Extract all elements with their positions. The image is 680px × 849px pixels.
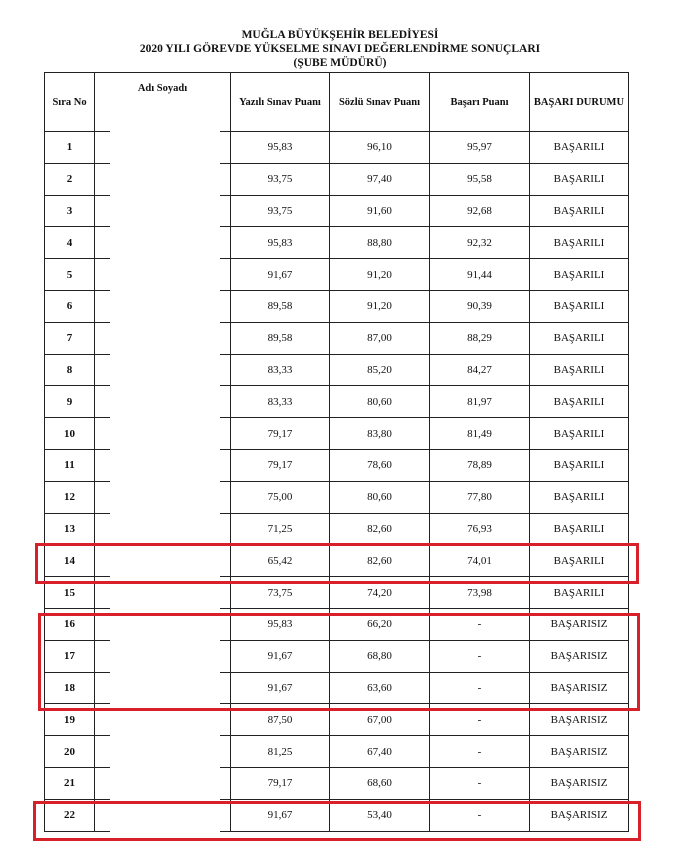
cell-oral: 68,60 [330, 767, 430, 799]
cell-score: 74,01 [430, 545, 530, 577]
cell-written: 91,67 [231, 672, 330, 704]
cell-sira: 16 [45, 608, 95, 640]
cell-oral: 91,60 [330, 195, 430, 227]
header-basari-puani: Başarı Puanı [430, 73, 530, 132]
cell-oral: 80,60 [330, 481, 430, 513]
cell-oral: 82,60 [330, 513, 430, 545]
cell-written: 93,75 [231, 163, 330, 195]
cell-score: 88,29 [430, 322, 530, 354]
cell-written: 79,17 [231, 449, 330, 481]
cell-oral: 53,40 [330, 799, 430, 831]
cell-sira: 17 [45, 640, 95, 672]
cell-score: 92,68 [430, 195, 530, 227]
cell-sira: 2 [45, 163, 95, 195]
cell-status: BAŞARILI [530, 195, 629, 227]
cell-sira: 13 [45, 513, 95, 545]
cell-status: BAŞARILI [530, 481, 629, 513]
cell-sira: 6 [45, 290, 95, 322]
cell-written: 91,67 [231, 640, 330, 672]
cell-status: BAŞARILI [530, 449, 629, 481]
cell-score: 91,44 [430, 259, 530, 291]
cell-score: - [430, 704, 530, 736]
cell-oral: 78,60 [330, 449, 430, 481]
cell-status: BAŞARILI [530, 513, 629, 545]
cell-oral: 83,80 [330, 418, 430, 450]
cell-sira: 18 [45, 672, 95, 704]
cell-score: 81,49 [430, 418, 530, 450]
cell-status: BAŞARILI [530, 132, 629, 164]
cell-oral: 96,10 [330, 132, 430, 164]
cell-score: 76,93 [430, 513, 530, 545]
cell-written: 71,25 [231, 513, 330, 545]
cell-sira: 1 [45, 132, 95, 164]
cell-status: BAŞARILI [530, 577, 629, 609]
cell-written: 91,67 [231, 799, 330, 831]
cell-status: BAŞARILI [530, 259, 629, 291]
cell-oral: 74,20 [330, 577, 430, 609]
cell-sira: 14 [45, 545, 95, 577]
cell-sira: 4 [45, 227, 95, 259]
cell-sira: 22 [45, 799, 95, 831]
highlight-box-row-22 [33, 801, 641, 841]
cell-status: BAŞARISIZ [530, 672, 629, 704]
header-yazili-puan: Yazılı Sınav Puanı [231, 73, 330, 132]
cell-score: 92,32 [430, 227, 530, 259]
cell-oral: 67,40 [330, 736, 430, 768]
cell-sira: 8 [45, 354, 95, 386]
cell-written: 95,83 [231, 608, 330, 640]
cell-status: BAŞARISIZ [530, 736, 629, 768]
cell-status: BAŞARILI [530, 386, 629, 418]
cell-written: 79,17 [231, 767, 330, 799]
cell-score: 73,98 [430, 577, 530, 609]
cell-written: 95,83 [231, 227, 330, 259]
cell-written: 89,58 [231, 290, 330, 322]
cell-written: 75,00 [231, 481, 330, 513]
title-line-municipality: MUĞLA BÜYÜKŞEHİR BELEDİYESİ [241, 29, 439, 41]
cell-written: 79,17 [231, 418, 330, 450]
highlight-box-rows-16-18 [38, 613, 640, 711]
cell-sira: 9 [45, 386, 95, 418]
cell-written: 65,42 [231, 545, 330, 577]
cell-oral: 88,80 [330, 227, 430, 259]
header-adi-soyadi: Adı Soyadı [95, 73, 231, 132]
header-sozlu-puan: Sözlü Sınav Puanı [330, 73, 430, 132]
cell-oral: 68,80 [330, 640, 430, 672]
cell-status: BAŞARISIZ [530, 608, 629, 640]
cell-score: 77,80 [430, 481, 530, 513]
cell-score: 84,27 [430, 354, 530, 386]
cell-written: 73,75 [231, 577, 330, 609]
cell-score: - [430, 799, 530, 831]
cell-status: BAŞARISIZ [530, 767, 629, 799]
cell-oral: 82,60 [330, 545, 430, 577]
highlight-box-row-14 [35, 543, 639, 584]
cell-status: BAŞARILI [530, 545, 629, 577]
cell-score: - [430, 608, 530, 640]
title-line-position: (ŞUBE MÜDÜRÜ) [293, 57, 387, 69]
cell-score: 81,97 [430, 386, 530, 418]
cell-score: - [430, 736, 530, 768]
cell-sira: 21 [45, 767, 95, 799]
cell-sira: 3 [45, 195, 95, 227]
cell-status: BAŞARISIZ [530, 704, 629, 736]
cell-written: 95,83 [231, 132, 330, 164]
document-title-block [0, 28, 680, 70]
name-redaction [110, 100, 220, 840]
cell-score: 95,58 [430, 163, 530, 195]
cell-oral: 97,40 [330, 163, 430, 195]
cell-oral: 66,20 [330, 608, 430, 640]
header-sira-no: Sıra No [45, 73, 95, 132]
cell-sira: 7 [45, 322, 95, 354]
cell-status: BAŞARILI [530, 163, 629, 195]
cell-score: 95,97 [430, 132, 530, 164]
cell-written: 83,33 [231, 354, 330, 386]
cell-score: - [430, 672, 530, 704]
cell-oral: 80,60 [330, 386, 430, 418]
cell-status: BAŞARISIZ [530, 799, 629, 831]
cell-status: BAŞARILI [530, 290, 629, 322]
cell-written: 83,33 [231, 386, 330, 418]
cell-status: BAŞARILI [530, 418, 629, 450]
cell-sira: 5 [45, 259, 95, 291]
cell-score: 90,39 [430, 290, 530, 322]
cell-sira: 12 [45, 481, 95, 513]
cell-status: BAŞARILI [530, 322, 629, 354]
cell-status: BAŞARILI [530, 354, 629, 386]
cell-written: 89,58 [231, 322, 330, 354]
cell-sira: 19 [45, 704, 95, 736]
cell-oral: 91,20 [330, 290, 430, 322]
cell-status: BAŞARISIZ [530, 640, 629, 672]
cell-written: 91,67 [231, 259, 330, 291]
cell-score: - [430, 640, 530, 672]
cell-sira: 20 [45, 736, 95, 768]
header-basari-durumu: BAŞARI DURUMU [530, 73, 629, 132]
cell-sira: 11 [45, 449, 95, 481]
cell-score: 78,89 [430, 449, 530, 481]
cell-oral: 67,00 [330, 704, 430, 736]
cell-status: BAŞARILI [530, 227, 629, 259]
cell-oral: 85,20 [330, 354, 430, 386]
cell-written: 81,25 [231, 736, 330, 768]
title-line-exam: 2020 YILI GÖREVDE YÜKSELME SINAVI DEĞERLENDİRME SONUÇLARI [139, 43, 541, 55]
cell-oral: 91,20 [330, 259, 430, 291]
cell-written: 93,75 [231, 195, 330, 227]
cell-sira: 10 [45, 418, 95, 450]
cell-sira: 15 [45, 577, 95, 609]
cell-oral: 87,00 [330, 322, 430, 354]
cell-written: 87,50 [231, 704, 330, 736]
cell-score: - [430, 767, 530, 799]
cell-oral: 63,60 [330, 672, 430, 704]
